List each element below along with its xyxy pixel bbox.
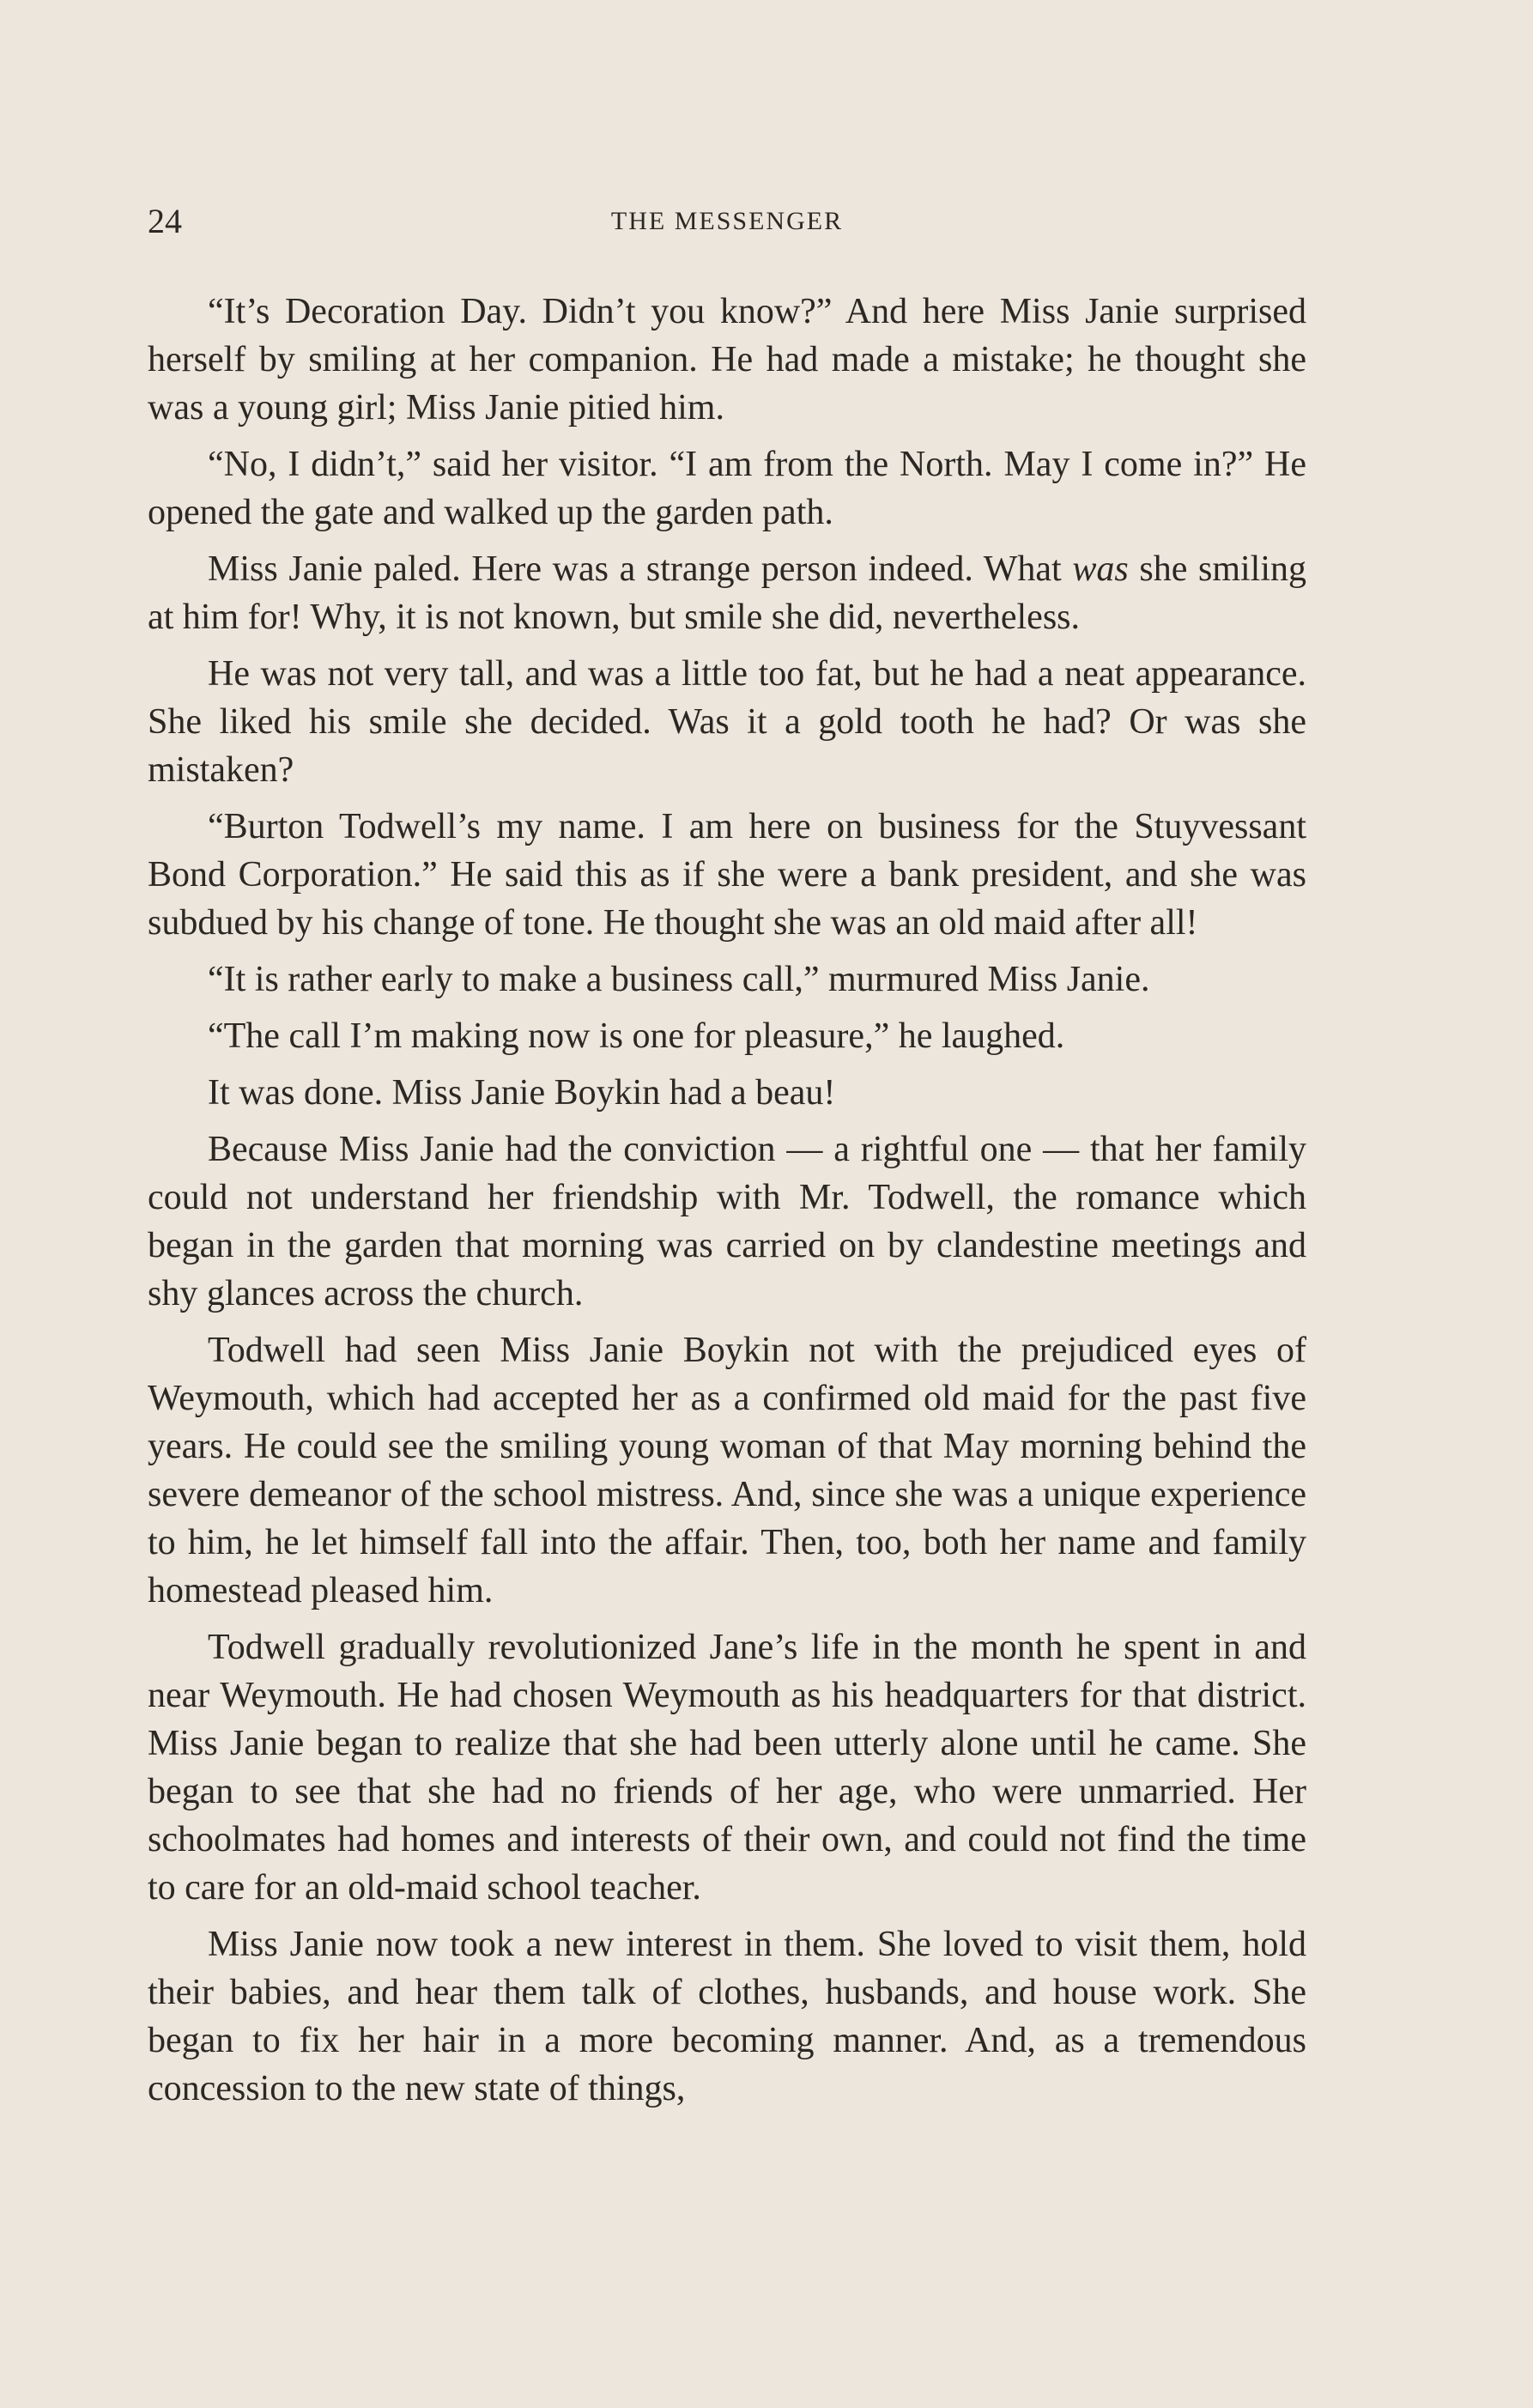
- running-title: THE MESSENGER: [610, 207, 844, 235]
- paragraph: It was done. Miss Janie Boykin had a beau!: [208, 1073, 836, 1113]
- page-number: 24: [148, 202, 182, 240]
- paragraph: “No, I didn’t,” said her visitor. “I am from the North. May I come in?” He opened the gate and walked up the garden path.: [148, 445, 1306, 532]
- running-head: [148, 196, 1306, 247]
- paragraph: Todwell gradually revolutionized Jane’s life in the month he spent in and near Weymouth. He had chosen Weymouth as his headquarters for that district. Miss Janie began to realize that she had been utterly alone until he came. She began to see that she had no friends of her age, who were unmarried. Her schoolmates had homes and interests of their own, and could not find the time to care for an old-maid school teacher.: [148, 1628, 1306, 1908]
- paragraph: Because Miss Janie had the conviction — a rightful one — that her family could not understand her friendship with Mr. Todwell, the romance which began in the garden that morning was carried on by clandestine meetings and shy glances across the church.: [148, 1130, 1306, 1313]
- paragraph: [148, 545, 1306, 641]
- body-text: [148, 288, 1306, 2121]
- paragraph: Miss Janie now took a new interest in them. She loved to visit them, hold their babies, and hear them talk of clothes, husbands, and house work. She began to fix her hair in a more becoming manner. And, as a tremendous concession to the new state of things,: [148, 1925, 1306, 2108]
- paragraph-text: Miss Janie paled. Here was a strange person indeed. What: [208, 549, 1073, 589]
- paragraph: “It’s Decoration Day. Didn’t you know?” And here Miss Janie surprised herself by smiling at her companion. He had made a mistake; he thought she was a young girl; Miss Janie pitied him.: [148, 292, 1306, 428]
- paragraph-text: she smiling at him for! Why, it is not known, but smile she did, nevertheless.: [148, 549, 1306, 637]
- paragraph: “Burton Todwell’s my name. I am here on business for the Stuyvessant Bond Corporation.” He said this as if she were a bank president, and she was subdued by his change of tone. He thought she was an old maid after all!: [148, 807, 1306, 943]
- emphasized-word: was: [1072, 549, 1129, 589]
- paragraph: “The call I’m making now is one for pleasure,” he laughed.: [208, 1016, 1065, 1056]
- paragraph: “It is rather early to make a business call,” murmured Miss Janie.: [208, 960, 1150, 999]
- paragraph: He was not very tall, and was a little too fat, but he had a neat appearance. She liked his smile she decided. Was it a gold tooth he had? Or was she mistaken?: [148, 654, 1306, 790]
- paragraph: Todwell had seen Miss Janie Boykin not with the prejudiced eyes of Weymouth, which had accepted her as a confirmed old maid for the past five years. He could see the smiling young woman of that May morning behind the severe demeanor of the school mistress. And, since she was a unique experience to him, he let himself fall into the affair. Then, too, both her name and family homestead pleased him.: [148, 1331, 1306, 1610]
